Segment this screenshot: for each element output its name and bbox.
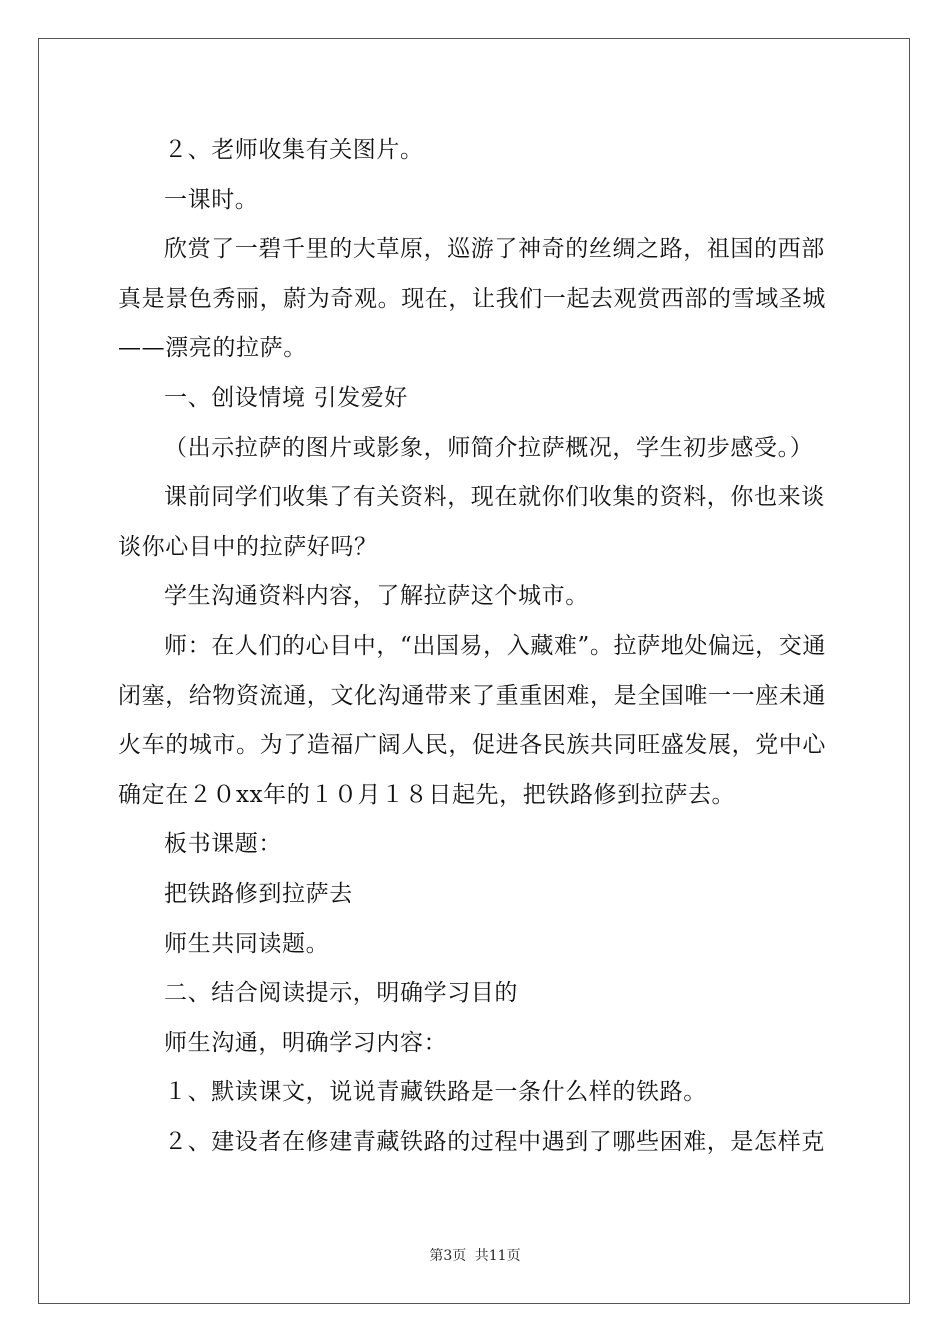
paragraph: １、默读课文，说说青藏铁路是一条什么样的铁路。 [164,1079,707,1106]
paragraph: 把铁路修到拉萨去 [164,880,353,907]
paragraph: ２、建设者在修建青藏铁路的过程中遇到了哪些困难，是怎样克 [164,1128,825,1155]
paragraph: 板书课题： [164,831,282,858]
document-body [118,126,834,1167]
page-footer [0,1245,950,1265]
page-total: 共11页 [474,1248,521,1264]
paragraph: ２、老师收集有关图片。 [164,137,424,163]
paragraph: 一、创设情境 引发爱好 [164,384,408,411]
paragraph: 师生沟通，明确学习内容： [164,1029,448,1056]
paragraph: 二、结合阅读提示，明确学习目的 [164,980,518,1007]
paragraph: 学生沟通资料内容，了解拉萨这个城市。 [164,583,589,610]
paragraph: 一课时。 [164,186,259,213]
paragraph: 课前同学们收集了有关资料，现在就你们收集的资料，你也来谈谈你心目中的拉萨好吗？ [118,484,825,560]
paragraph: 师生共同读题。 [164,930,330,957]
page-number: 第3页 [429,1248,467,1264]
paragraph: （出示拉萨的图片或影象，师简介拉萨概况，学生初步感受。） [164,434,814,461]
paragraph: 师：在人们的心目中，“出国易，入藏难”。拉萨地处偏远，交通闭塞，给物资流通，文化沟通带来了重重困难，是全国唯一一座未通火车的城市。为了造福广阔人民，促进各民族共同旺盛发展，党中心确定在２０xx年的１０月１８日起先，把铁路修到拉萨去。 [118,632,826,808]
paragraph: 欣赏了一碧千里的大草原，巡游了神奇的丝绸之路，祖国的西部真是景色秀丽，蔚为奇观。现在，让我们一起去观赏西部的雪域圣城——漂亮的拉萨。 [118,236,826,362]
